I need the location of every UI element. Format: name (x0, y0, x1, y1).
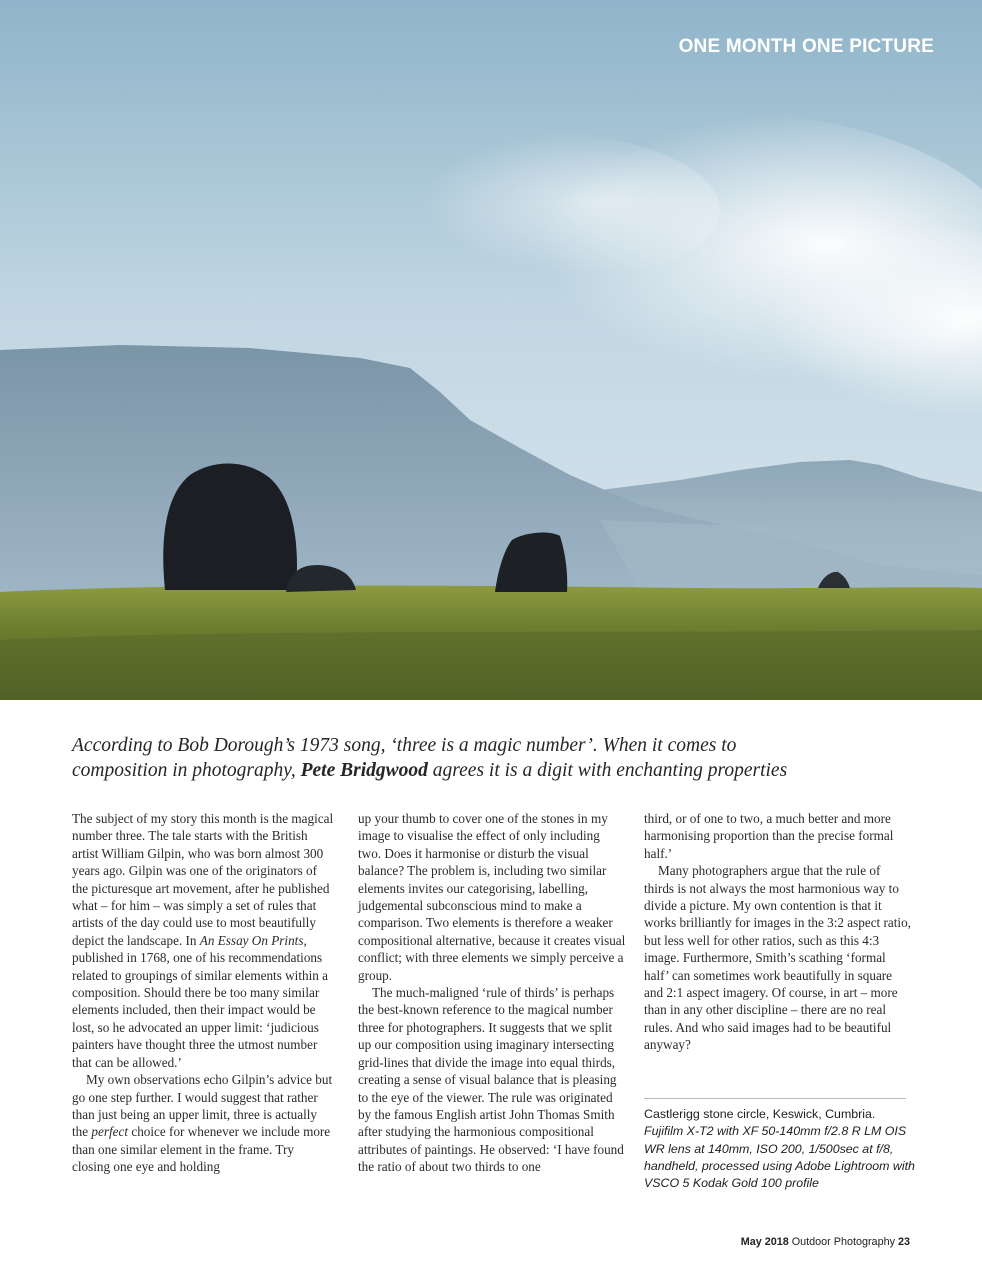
photo-caption (644, 1106, 919, 1192)
caption-title: Castlerigg stone circle, Keswick, Cumbria. (644, 1107, 876, 1121)
book-title: An Essay On Prints (199, 932, 304, 948)
body-column-2 (358, 810, 626, 1176)
paragraph (72, 810, 334, 1071)
issue-date: May 2018 (740, 1236, 789, 1248)
section-label: ONE MONTH ONE PICTURE (678, 36, 934, 57)
standfirst-line-1: According to Bob Dorough’s 1973 song, ‘three is a magic number’. When it comes to (72, 735, 737, 756)
paragraph: Many photographers argue that the rule of thirds is not always the most harmonious way to divide a picture. My own contention is that it works brilliantly for images in the 3:2 aspect ratio, but less well for other ratios, such as this 4:3 image. Furthermore, Smith’s scathing ‘formal half’ can sometimes work beautifully in square and 2:1 aspect imagery. Of course, in art – more than in any other discipline – there are no real rules. And who said images had to be beautiful anyway? (644, 863, 911, 1053)
standfirst-line-2 (72, 758, 932, 783)
paragraph (72, 1071, 334, 1175)
body-column-1 (72, 810, 334, 1176)
caption-camera-spec: Fujifilm X-T2 with XF 50-140mm f/2.8 R LM OIS WR lens at 140mm, ISO 200, 1/500sec at f/8, handheld, processed using Adobe Lightroom with VSCO 5 Kodak Gold 100 profile (644, 1124, 915, 1191)
paragraph-text: , published in 1768, one of his recommendations related to groupings of similar elements within a composition. Should there be too many similar elements included, then their impact would be lost, so he advocated an upper limit: ‘judicious painters have thought three the utmost number that can be allowed.’ (72, 932, 328, 1070)
paragraph: up your thumb to cover one of the stones in my image to visualise the effect of only including two. Does it harmonise or disturb the visual balance? The problem is, including two similar elements invites our categorising, labelling, judgemental subconscious mind to make a comparison. Two elements is therefore a weaker compositional alternative, because it creates visual conflict; with three elements we simply perceive a group. (358, 811, 626, 983)
page-footer (741, 1236, 910, 1248)
standfirst-line-2-end: agrees it is a digit with enchanting properties (427, 760, 788, 781)
paragraph: third, or of one to two, a much better and more harmonising proportion than the precise formal half.’ (644, 811, 894, 861)
author-name: Pete Bridgwood (300, 760, 428, 781)
page-number: 23 (897, 1236, 910, 1248)
body-column-3 (644, 810, 912, 1054)
standfirst-line-2-start: composition in photography, (72, 760, 301, 781)
caption-divider (644, 1098, 906, 1099)
emphasis: perfect (91, 1124, 129, 1140)
magazine-name: Outdoor Photography (791, 1236, 895, 1248)
paragraph-text: choice for whenever we include more than one similar element in the frame. Try closing one eye and holding (72, 1124, 331, 1175)
standfirst (72, 733, 932, 783)
paragraph-text: The subject of my story this month is the magical number three. The tale starts with the British artist William Gilpin, who was born almost 300 years ago. Gilpin was one of the originators of the picturesque art movement, after he published what – for him – was simply a set of rules that artists of the day could use to most beautifully depict the landscape. In (72, 811, 334, 948)
paragraph-text: My own observations echo Gilpin’s advice but go one step further. I would suggest that rather than just being an upper limit, three is actually the (72, 1072, 333, 1140)
paragraph: The much-maligned ‘rule of thirds’ is perhaps the best-known reference to the magical number three for photographers. It suggests that we split up our composition using imaginary intersecting grid-lines that divide the image into equal thirds, creating a sense of visual balance that is pleasing to the eye of the viewer. The rule was originated by the famous English artist John Thomas Smith after studying the harmonious compositional attributes of paintings. He observed: ‘I have found the ratio of about two thirds to one (358, 985, 624, 1175)
